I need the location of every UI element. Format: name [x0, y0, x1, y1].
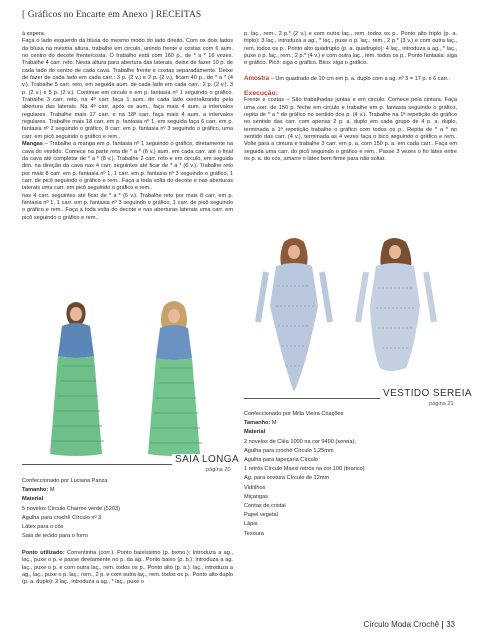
- saia-longa-details: [22, 477, 233, 541]
- left-page-ref: página 20: [206, 467, 231, 473]
- left-material-1: 5 novelos Círculo Charme verde (5203): [22, 505, 120, 512]
- right-size-value: M: [271, 420, 277, 427]
- right-paragraph-1: p. laç., rem., 2 p.* (2 v.) e com outra laç., rem. todos os p.. Ponto alto triplo (p. a. triplo): 3 laç., introduza a ag., * laç., puxe o p. laç., rem., 2 p.* (3 v.) e com outra laç., rem. todos os p.. Ponto alto quádruplo (p. a. quadruplo): 4 laç., introduza a ag., * laç., puxe o p. laç., rem., 2 p.* (4 v.) e com outra laç., rem. todos os p.. Ponto fantasia: siga o gráfico. Picô: siga o gráfico. Bico: siga o gráfico.: [244, 31, 457, 67]
- right-material-4: 1 retrós Círculo Maxxi retrós na cor 100 (branco): [244, 466, 365, 473]
- right-material-6: Vidrilhos: [244, 484, 266, 491]
- right-size-label: Tamanho:: [244, 420, 271, 427]
- footer-divider: [442, 621, 443, 629]
- right-page-ref: página 21: [429, 401, 454, 407]
- left-intro: à espera.: [22, 31, 46, 37]
- right-material-title: Material: [244, 429, 266, 436]
- left-material-4: Saia de tecido para o forro: [22, 533, 88, 540]
- right-material-2: Agulha para crochê Círculo 1,25mm: [244, 447, 334, 454]
- right-credit: Confeccionado por Milla Vieira Criações: [244, 411, 344, 417]
- execucao-text: Frente e costas – São trabalhadas juntas e em circulo. Comece pela cintura. Faça uma corr. de 150 p. feche em circulo e trabalhe em p. fantasia seguindo o gráfico, repita de * a * do gráfico no sentido dos p. (4 v.). Trabalhe na 1ª repetição do gráfico no sentido das carr. com apenas 2 p. a. duplo em cada grupo de 4 p. a. duplo, terminada a 1ª repetição trabalhe o gráfico com todos os p.. Repita de * a * no sentido das carr. (4 v.), terminada as 4 vezes faça o bico seguindo o gráfico e rem.. Volte para a cintura e trabalhe 3 carr. em p. a. com 150 p. a. em cada carr.. Faça em seguida uma carr. do picô seguindo o gráfico e rem.. Passe 3 vezes o fio látex entre os p. a. do cós, amarre o látex bem firme para não soltar.: [244, 97, 457, 163]
- ponto-text: Correntinha (corr.). Ponto baixíssimo (p. bxmo.): Introduza a ag., laç., puxe o p. e passe diretamente no p. da ag.. Ponto baixo (p. b.): introduza a ag. laç., puxe o p. e com outra laç., rem. todos os p.. Ponto alto (p. a.): laç., introduza a ag., laç., puxe o p. laç., rem., 2 p. e com outra laç., rem. todos os p.. Ponto alto duplo (p. a. duplo): 2 laç., introduza a ag., * laç., puxe o: [22, 550, 233, 586]
- amostra-text: – Um quadrado de 10 cm em p. a. duplo com a ag. nº 3 = 17 p. x 6 carr..: [269, 75, 451, 82]
- right-material-10: Lápis: [244, 521, 258, 528]
- page-footer: [364, 620, 456, 629]
- right-material-9: Papel vegetal: [244, 512, 278, 519]
- left-material-title: Material: [22, 496, 44, 503]
- mangas-title: Mangas: [22, 141, 43, 148]
- vestido-sereia-caption: VESTIDO SEREIA: [380, 388, 472, 399]
- mangas-text: – Trabalhe a manga em p. fantasia nº 1 seguindo o gráfico, diretamente na cava do vestido. Comece na parte reta de * a * (6 v.) aum. em cada carr. até o final da cava até completar de * a * (8 v.). Trabalhe 2 carr. reto e em circulo, em seguida dim. na direção da cava nas 4 carr. seguintes até ficar de * a * (6 v.). Trabalhe reto por mais 8 carr. em p. fantasia nº 1, 1 carr. em p. fantasia nº 3 seguindo o gráfico, 1 carr. de picô seguindo o gráfico e rem.. Faça a toda volta do decote e nas aberturas laterais uma carr. em picô seguindo o gráfico e rem..: [22, 141, 233, 192]
- right-material-3: Agulha para tapeçaria Círculo: [244, 457, 319, 464]
- left-paragraph-1: Faça o lado esquerdo da blusa do mesmo modo do lado direito. Com os dois lados da blusa na mesma altura, trabalhe em circulo, unindo frente e costas com 6 aum. no centro do decote frente/costa. O trabalho está com 160 p., de * a * 16 vezes. Trabalhe 4 carr. reto. Nesta altura para abertura das laterais, deixe de fazer 10 p. de cada lado do centro de cada cava. Trabalhe frente e costas separadamente. Deixe de fazer de cada lado em cada carr.: 3 p. (2 v.) e 2 p. (2 v.), ficam 40 p., de * a * (4 v.). Trabalhe 5 carr. reto, em seguida aum. de cada lado em cada carr.: 2 p. (2 v.), 3 p. (2 v.) e 5 p. (2 v.). Continue em circulo e em p. fantasia nº 1 seguindo o gráfico. Trabalhe 3 carr. reto, na 4ª carr. faça 1 aum. de cada lado centralizando pela abertura das laterais. Na 4ª carr. após os aum., faça mais 4 aum. a intervalos regulares. Trabalhe mais 17 carr. e na 18ª carr. faça mais 4 aum. a intervalos regulares. Trabalhe mais 18 carr. em p. fantasia nº 1, em seguida faça 6 carr. em p. fantasia nº 2 seguindo o gráfico, 8 carr. em p. fantasia nº 3 seguindo o gráfico, uma carr. em picô seguindo o gráfico e rem..: [22, 38, 233, 140]
- left-size-value: M: [49, 487, 55, 494]
- left-material-3: Látex para o cós: [22, 524, 64, 531]
- vestido-sereia-photo: [244, 236, 457, 394]
- execucao-title: Execução:: [244, 90, 279, 98]
- left-material-2: Agulha para crochê Círculo nº 3: [22, 514, 102, 521]
- models-lace-dress-illustration: [244, 236, 457, 394]
- saia-longa-photo: [22, 296, 233, 456]
- page-number: 33: [446, 620, 455, 629]
- right-material-1: 2 novelos de Cléa 1000 na cor 9490 (sereia);: [244, 438, 356, 445]
- amostra-title: Amostra: [244, 74, 270, 82]
- right-material-11: Tesoura: [244, 530, 264, 537]
- left-column: [22, 31, 233, 222]
- mangas-paragraph: [22, 141, 233, 192]
- right-column: [244, 31, 457, 164]
- left-size-label: Tamanho:: [22, 487, 49, 494]
- left-size: [22, 486, 233, 495]
- right-material-8: Contas de cristal: [244, 503, 286, 510]
- section-header: [ Gráficos no Encarte em Anexo ] RECEITAS: [22, 10, 202, 20]
- amostra-paragraph: [244, 75, 457, 83]
- footer-brand: Círculo Moda Crochê: [363, 620, 440, 629]
- left-credit: Confeccionado por Luciana Panza: [22, 478, 108, 484]
- saia-longa-caption: SAIA LONGA: [172, 454, 239, 465]
- models-green-skirt-illustration: [22, 296, 233, 456]
- ponto-utilizado: [22, 550, 233, 587]
- ponto-title: Ponto utilizado:: [22, 550, 65, 556]
- right-material-5: Ag. para costura Círculo de 12mm: [244, 475, 330, 482]
- left-paragraph-2: nas 4 carr. seguintes até ficar de * a * (6 v.). Trabalhe reto por mais 8 carr. em p. fantasia nº 1, 1 carr. em p. fantasia nº 3 seguindo o gráfico, 1 carr. de picô seguindo o gráfico e rem.. Faça a toda volta do decote e nas aberturas laterais uma carr. em picô seguindo o gráfico e rem..: [22, 192, 233, 221]
- vestido-sereia-details: [244, 410, 457, 539]
- right-material-7: Miçangas: [244, 493, 268, 500]
- right-size: [244, 419, 457, 428]
